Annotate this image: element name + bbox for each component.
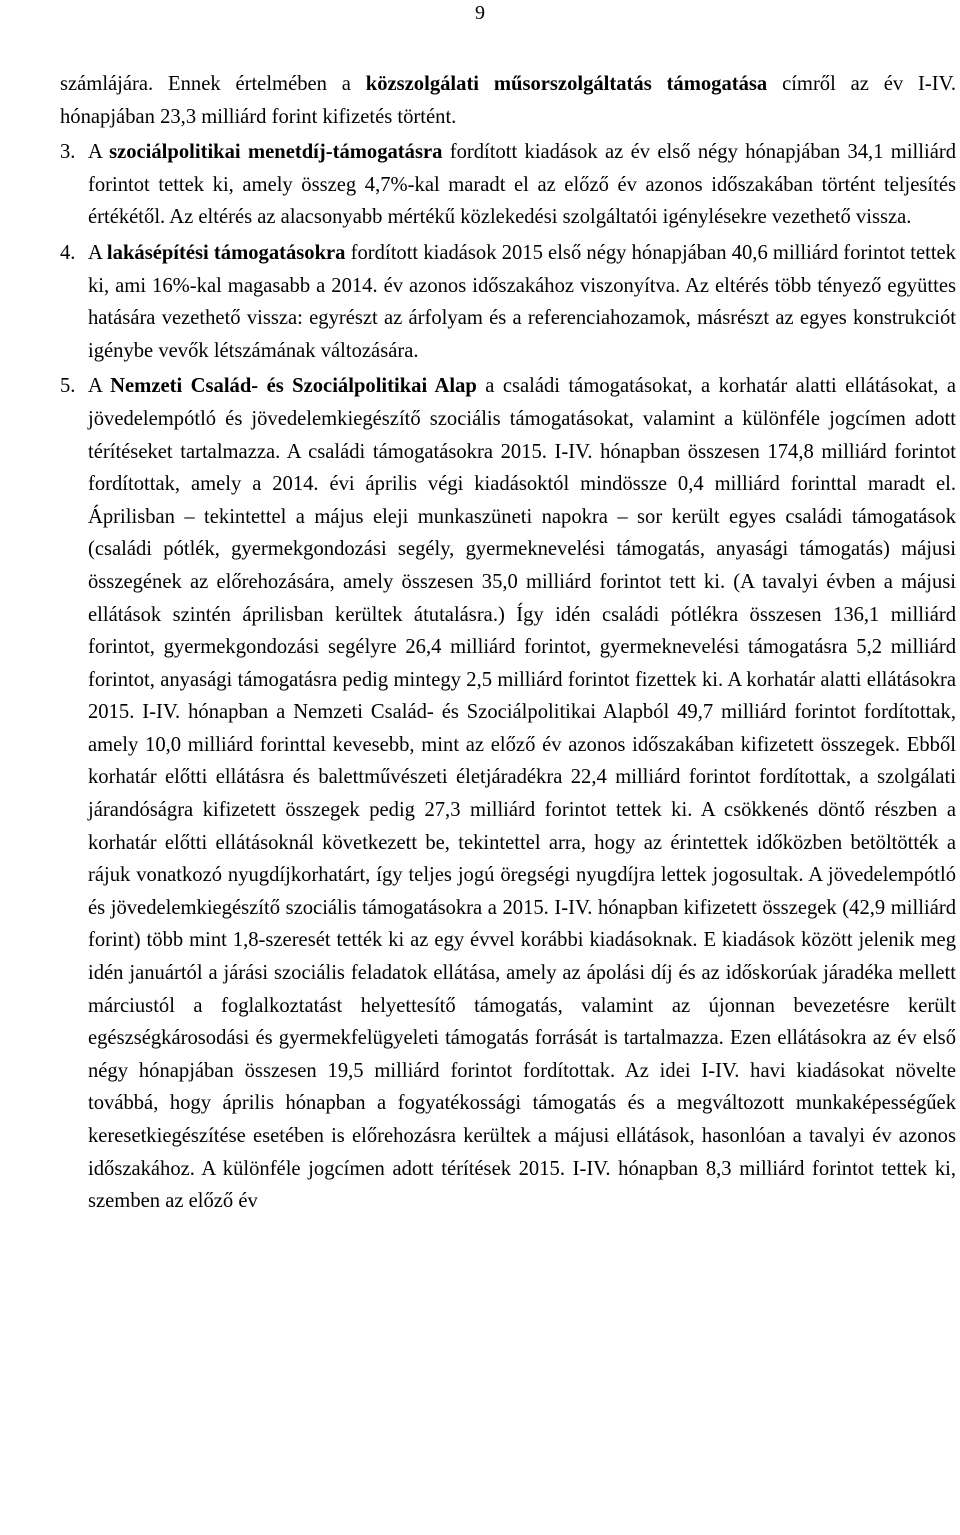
paragraph-text: A lakásépítési támogatásokra fordított kiadások 2015 első négy hónapjában 40,6 milliárd forintot tettek ki, ami 16%-kal magasabb a 2014. év azonos időszakához viszonyítva. Az eltérés több tényező együttes hatására vezethető vissza: egyrészt az árfolyam és a referenciahozamok, másrészt az egyes konstrukciót igénybe vevők létszámának változására. — [88, 241, 956, 362]
emphasis: Nemzeti Család- és Szociálpolitikai Alap — [110, 375, 477, 398]
emphasis: szociálpolitikai menetdíj-támogatásra — [109, 141, 443, 164]
paragraph-4 — [60, 237, 956, 367]
paragraph-number: 5. — [60, 375, 76, 398]
paragraph-text: A Nemzeti Család- és Szociálpolitikai Alap a családi támogatásokat, a korhatár alatti ellátásokat, a jövedelempótló és jövedelemkiegészítő szociális támogatásokat, valamint a különféle jogcímen adott térítéseket tartalmazza. A családi támogatásokra 2015. I-IV. hónapban összesen 174,8 milliárd forintot fordítottak, amely a 2014. évi április végi kiadásoktól mindössze 0,4 milliárd forinttal maradt el. Áprilisban – tekintettel a május eleji munkaszüneti napokra – sor került egyes családi támogatások (családi pótlék, gyermekgondozási segély, gyermeknevelési támogatás, anyasági támogatás) májusi összegének az előrehozására, amely összesen 35,0 milliárd forintot tett ki. (A tavalyi évben a májusi ellátások szintén áprilisban kerültek átutalásra.) Így idén családi pótlékra összesen 136,1 milliárd forintot, gyermekgondozási segélyre 26,4 milliárd forintot, gyermeknevelési támogatásra 5,2 milliárd forintot, anyasági támogatásra pedig mintegy 2,5 milliárd forintot fizettek ki. A korhatár alatti ellátásokra 2015. I-IV. hónapban a Nemzeti Család- és Szociálpolitikai Alapból 49,7 milliárd forintot fordítottak, amely 10,0 milliárd forinttal kevesebb, mint az előző év azonos időszakában kifizetett összegek. Ebből korhatár előtti ellátásra és balettművészeti életjáradékra 22,4 milliárd forintot fordítottak, a szolgálati járandóságra kifizetett összegek pedig 27,3 milliárd forintot tettek ki. A csökkenés döntő részben a korhatár előtti ellátásoknál következett be, tekintettel arra, hogy az érintettek időközben betöltötték a rájuk vonatkozó nyugdíjkorhatárt, így teljes jogú öregségi nyugdíjra lettek jogosultak. A jövedelempótló és jövedelemkiegészítő szociális támogatásokra a 2015. I-IV. hónapban kifizetett összegek (42,9 milliárd forint) több mint 1,8-szeresét tették ki az egy évvel korábbi kiadásoknak. E kiadások között jelenik meg idén januártól a járási szociális feladatok ellátása, amely az ápolási díj és az időskorúak járadéka mellett márciustól a foglalkoztatást helyettesítő támogatás, valamint az újonnan bevezetésre került egészségkárosodási és gyermekfelügyeleti támogatás forrását is tartalmazza. Ezen ellátásokra az év első négy hónapjában összesen 19,5 milliárd forintot fordítottak. Az idei I-IV. havi kiadásokat növelte továbbá, hogy április hónapban a fogyatékossági támogatás és a megváltozott munkaképességűek keresetkiegészítése esetében is előrehozásra kerültek a májusi ellátások, hasonlóan a tavalyi év azonos időszakához. A különféle jogcímen adott térítések 2015. I-IV. hónapban 8,3 milliárd forintot tettek ki, szemben az előző év — [88, 375, 956, 1213]
paragraph-text: számlájára. Ennek értelmében a közszolgálati műsorszolgáltatás támogatása címről az év I-IV. hónapjában 23,3 milliárd forint kifizetés történt. — [60, 73, 956, 128]
paragraph-5 — [60, 370, 956, 1217]
paragraph-3 — [60, 136, 956, 234]
body-text — [60, 68, 956, 1218]
paragraph-number: 4. — [60, 241, 76, 264]
page-number: 9 — [475, 2, 485, 24]
emphasis: közszolgálati műsorszolgáltatás támogatása — [365, 73, 768, 95]
paragraph-continuation — [60, 68, 956, 133]
paragraph-number: 3. — [60, 141, 76, 164]
emphasis: lakásépítési támogatásokra — [106, 241, 346, 264]
paragraph-text: A szociálpolitikai menetdíj-támogatásra fordított kiadások az év első négy hónapjában 34,1 milliárd forintot tettek ki, amely összeg 4,7%-kal maradt el az előző év azonos időszakában történt teljesítés értékétől. Az eltérés az alacsonyabb mértékű közlekedési szolgáltatói igénylésekre vezethető vissza. — [88, 141, 957, 229]
